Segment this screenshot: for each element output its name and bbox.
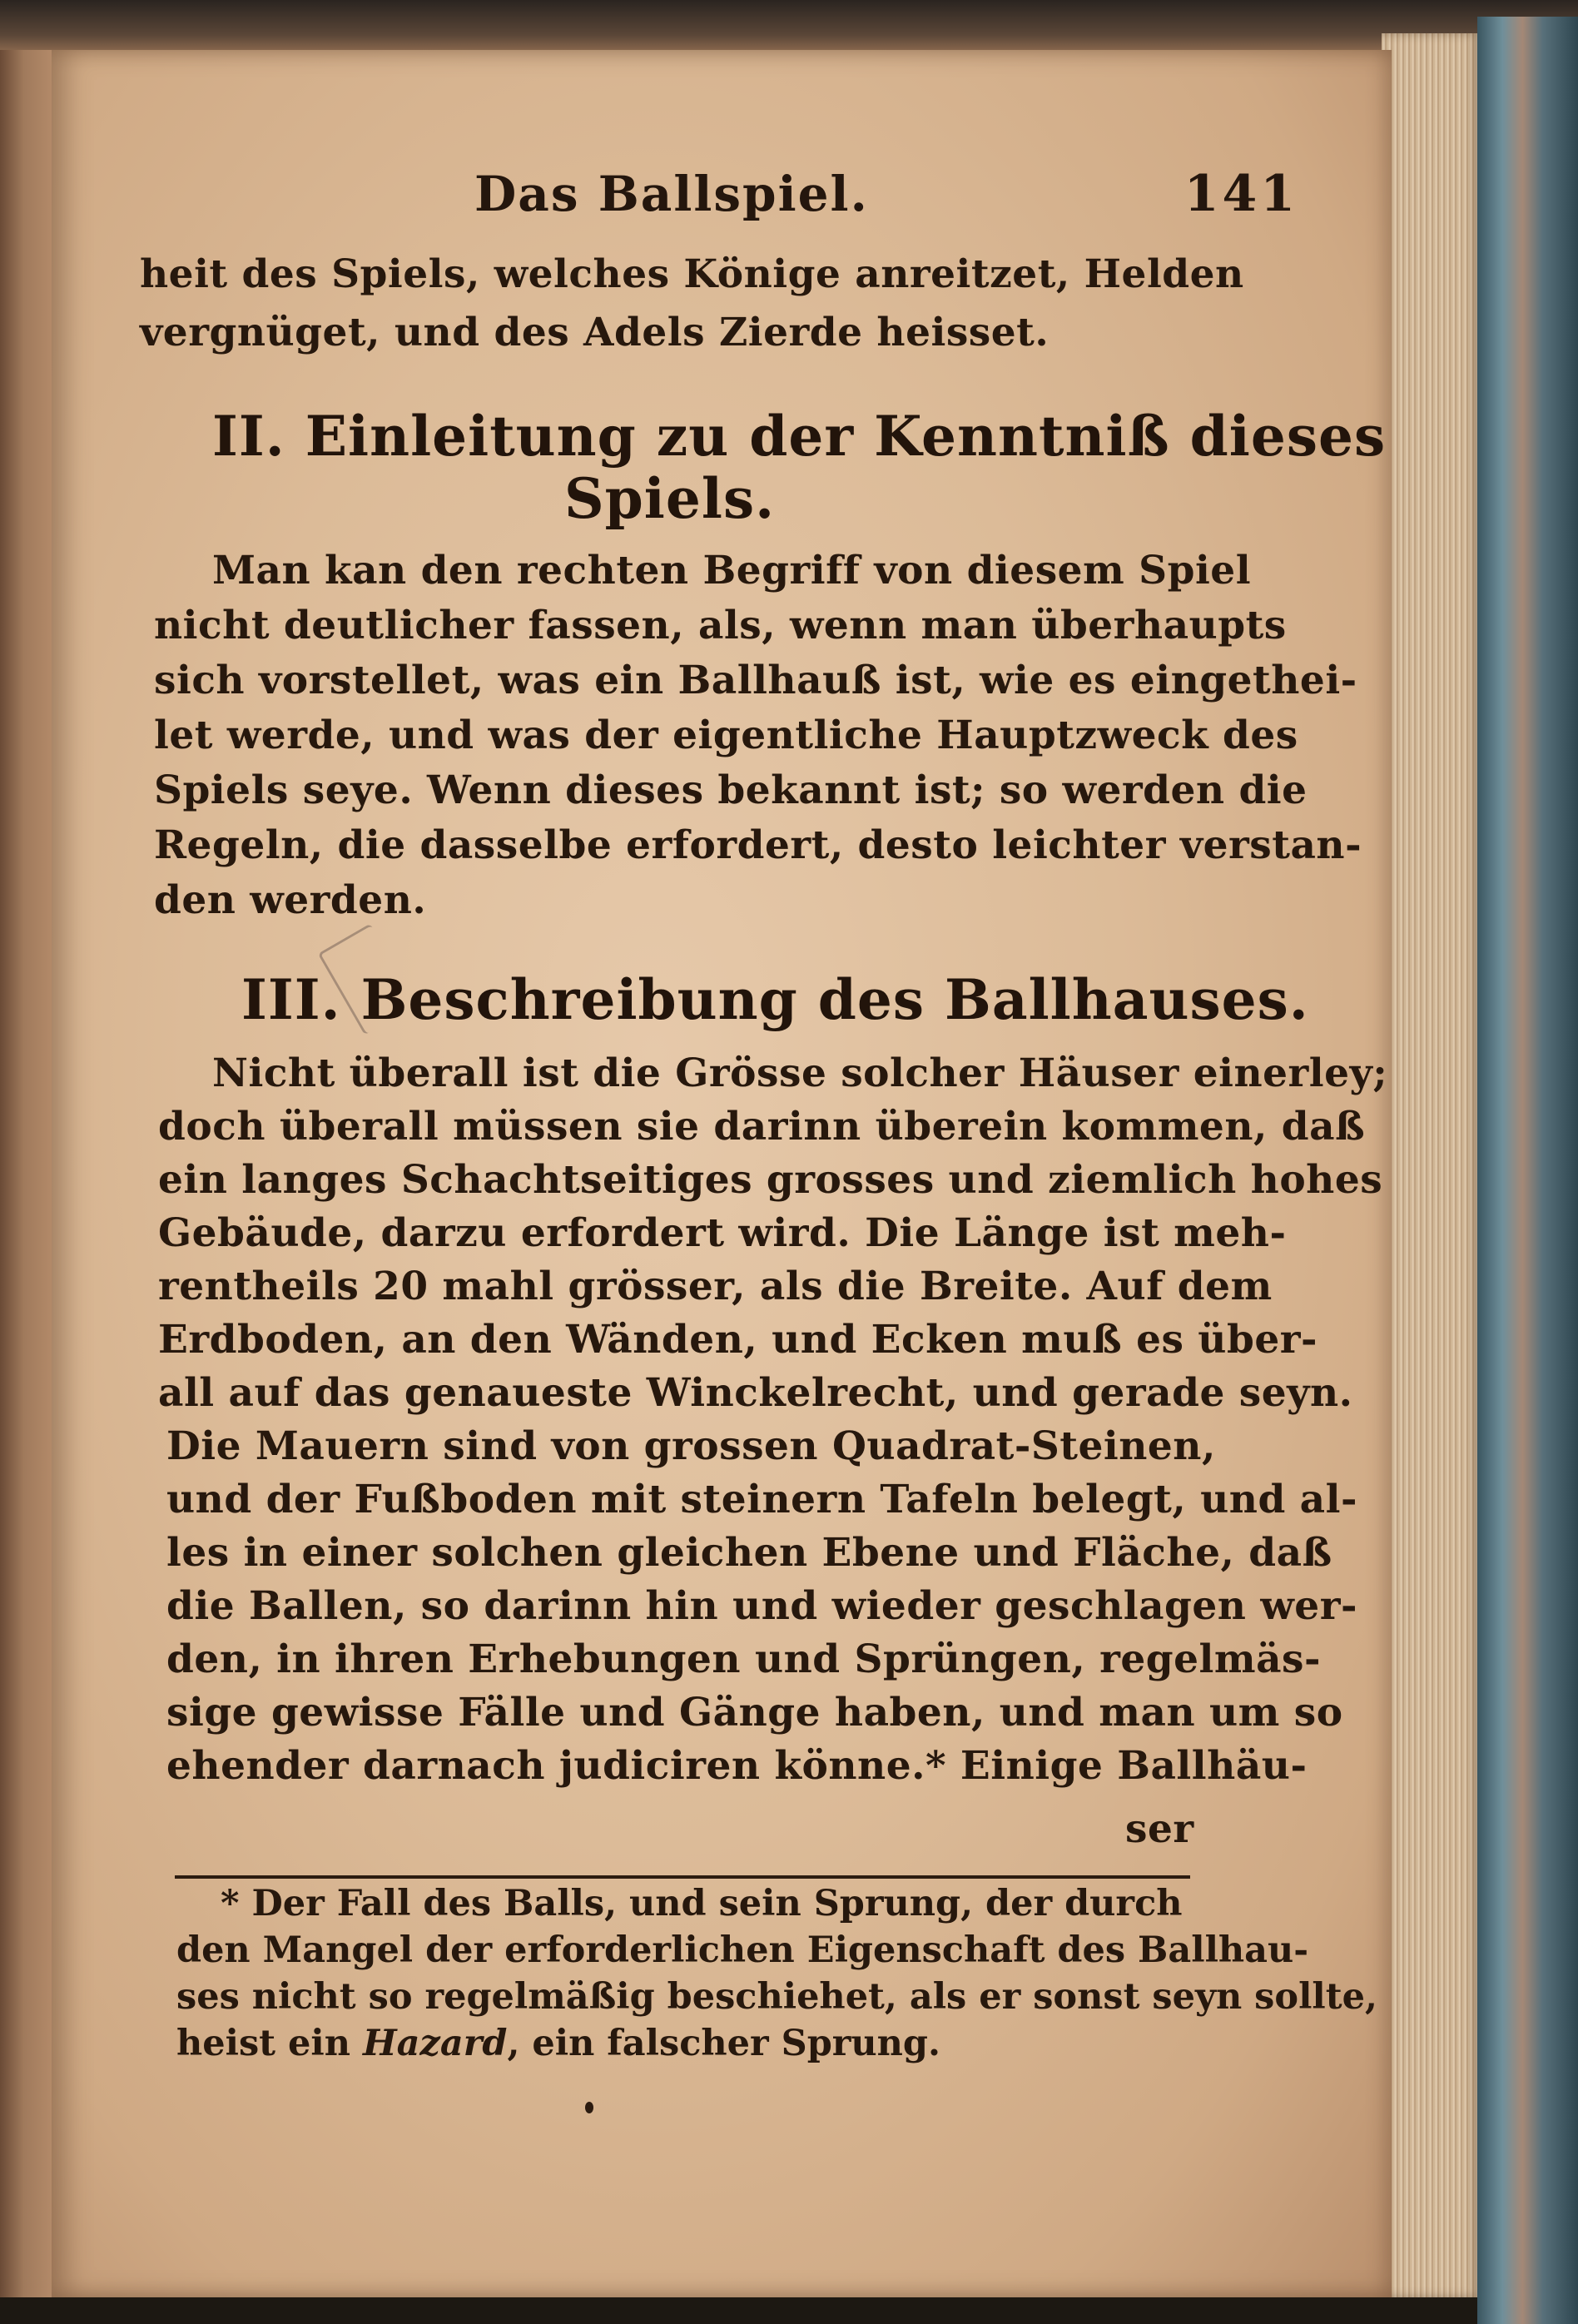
text-line: den werden. [154,877,427,923]
text-line: Die Mauern sind von grossen Quadrat-Steinen, [166,1423,1216,1469]
footnote-line: * Der Fall des Balls, und sein Sprung, der durch [221,1883,1183,1924]
section-heading-3: III. Beschreibung des Ballhauses. [241,967,1309,1032]
text-line: sich vorstellet, was ein Ballhauß ist, wie es eingethei- [154,658,1357,703]
text-line: die Ballen, so darinn hin und wieder geschlagen wer- [166,1583,1357,1629]
text-line: Spiels seye. Wenn dieses bekannt ist; so werden die [154,767,1308,813]
text-line: all auf das genaueste Winckelrecht, und gerade seyn. [158,1370,1353,1416]
text-line: vergnüget, und des Adels Zierde heisset. [140,310,1050,355]
text-line: les in einer solchen gleichen Ebene und Fläche, daß [166,1530,1332,1576]
text-line: heit des Spiels, welches Könige anreitzet, Helden [140,251,1244,297]
text-line: let werde, und was der eigentliche Hauptzweck des [154,713,1298,758]
text-line: rentheils 20 mahl grösser, als die Breite. Auf dem [158,1264,1273,1309]
ink-spot [585,2102,593,2113]
marbled-cover-edge [1477,17,1578,2324]
footnote-text: , ein falscher Sprung. [507,2023,940,2064]
running-head [466,165,1298,231]
text-line: Nicht überall ist die Grösse solcher Häuser einerley; [212,1050,1388,1096]
page-block-edges [1382,33,1481,2297]
footnote-term-hazard: Hazard [362,2023,508,2064]
section-heading-2: II. Einleitung zu der Kenntniß dieses [212,404,1387,469]
text-line: Gebäude, darzu erfordert wird. Die Länge ist meh- [158,1210,1287,1256]
page-number: 141 [1184,165,1298,223]
footnote-line: den Mangel der erforderlichen Eigenschaft des Ballhau- [176,1929,1309,1971]
catchword: ser [1125,1806,1194,1852]
footnote-text: heist ein [176,2023,363,2064]
text-line: den, in ihren Erhebungen und Sprüngen, regelmäs- [166,1636,1322,1682]
text-line: Erdboden, an den Wänden, und Ecken muß es über- [158,1317,1318,1363]
text-line: ehender darnach judiciren könne.* Einige Ballhäu- [166,1743,1308,1789]
text-line: Man kan den rechten Begriff von diesem Spiel [212,548,1252,593]
text-line: und der Fußboden mit steinern Tafeln belegt, und al- [166,1477,1357,1522]
text-line: nicht deutlicher fassen, als, wenn man überhaupts [154,603,1287,648]
text-line: sige gewisse Fälle und Gänge haben, und man um so [166,1690,1343,1736]
text-line: ein langes Schachtseitiges grosses und ziemlich hohes [158,1157,1383,1203]
text-line: doch überall müssen sie darinn überein kommen, daß [158,1104,1366,1150]
text-line: Regeln, die dasselbe erfordert, desto leichter verstan- [154,822,1362,868]
section-heading-2-cont: Spiels. [564,466,776,531]
running-head-title: Das Ballspiel. [474,166,869,222]
footnote-rule [175,1875,1190,1879]
footnote-line: ses nicht so regelmäßig beschiehet, als er sonst seyn sollte, [176,1976,1377,2018]
footnote-line [176,2023,940,2064]
